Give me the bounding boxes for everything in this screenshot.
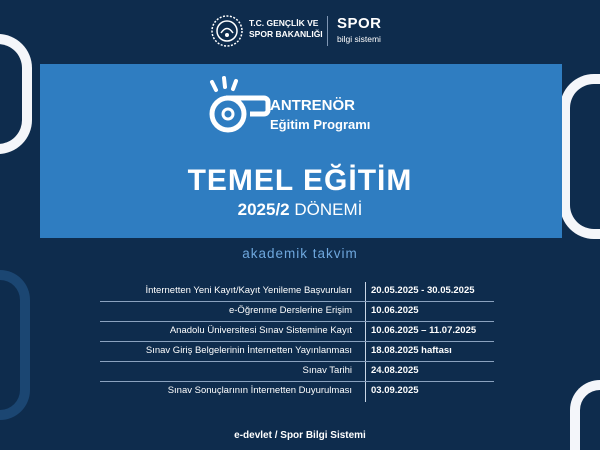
spor-logo-subtext: bilgi sistemi [337, 34, 381, 44]
column-separator [365, 342, 366, 362]
footer-text: e-devlet / Spor Bilgi Sistemi [234, 430, 366, 441]
schedule-label: Sınav Giriş Belgelerinin İnternetten Yayınlanması [145, 345, 352, 356]
schedule-row [0, 322, 600, 342]
term-line [0, 200, 600, 220]
schedule-row [0, 342, 600, 362]
program-subtitle: Eğitim Programı [270, 117, 371, 132]
schedule-table [0, 282, 600, 402]
schedule-label: Anadolu Üniversitesi Sınav Sistemine Kayıt [169, 325, 352, 336]
column-separator [365, 382, 366, 402]
ministry-line2: SPOR BAKANLIĞI [249, 29, 323, 39]
schedule-row [0, 282, 600, 302]
column-separator [365, 362, 366, 382]
column-separator [365, 322, 366, 342]
schedule-date: 24.08.2025 [371, 365, 419, 376]
column-separator [365, 302, 366, 322]
calendar-title: akademik takvim [242, 246, 358, 261]
schedule-row [0, 302, 600, 322]
schedule-label: İnternetten Yeni Kayıt/Kayıt Yenileme Başvuruları [145, 285, 352, 296]
term-word: DÖNEMİ [294, 200, 363, 219]
program-title: ANTRENÖR [270, 97, 355, 114]
ministry-line1: T.C. GENÇLİK VE [249, 18, 319, 28]
schedule-date: 10.06.2025 [371, 305, 419, 316]
logo-divider [327, 16, 328, 46]
schedule-label: Sınav Sonuçlarının İnternetten Duyurulması [167, 385, 352, 396]
whistle-icon [198, 76, 276, 138]
schedule-date: 18.08.2025 haftası [371, 345, 452, 356]
schedule-row [0, 362, 600, 382]
header-logos [0, 12, 600, 50]
ministry-name [249, 18, 323, 40]
main-title: TEMEL EĞİTİM [187, 164, 413, 197]
schedule-date: 20.05.2025 - 30.05.2025 [371, 285, 475, 296]
schedule-label: e-Öğrenme Derslerine Erişim [228, 305, 352, 316]
schedule-date: 03.09.2025 [371, 385, 419, 396]
spor-logo-text: SPOR [337, 15, 382, 32]
ministry-emblem-icon [210, 14, 244, 48]
schedule-label: Sınav Tarihi [302, 365, 352, 376]
term-year: 2025/2 [237, 200, 290, 219]
schedule-row [0, 382, 600, 402]
decorative-shape [0, 34, 32, 154]
schedule-date: 10.06.2025 – 11.07.2025 [371, 325, 477, 336]
column-separator [365, 282, 366, 302]
